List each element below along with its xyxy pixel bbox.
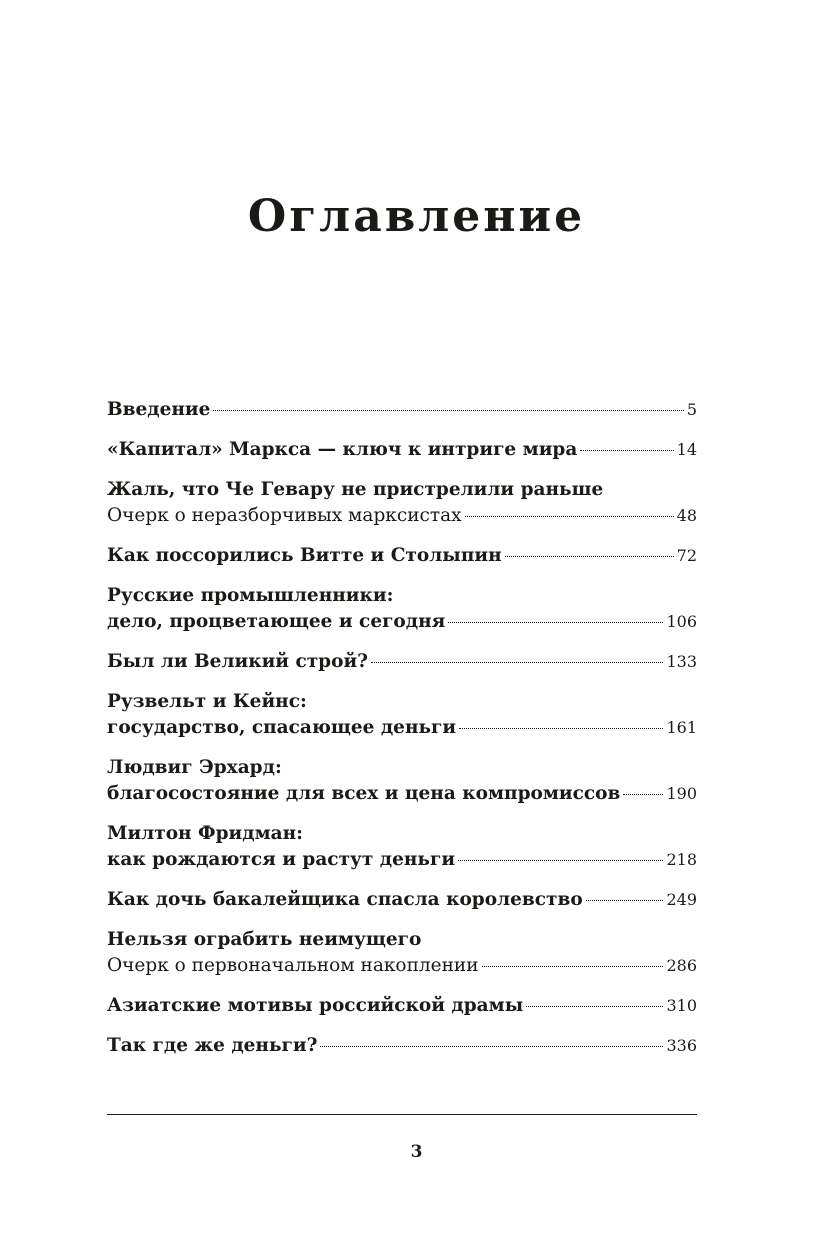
toc-line: [107, 993, 697, 1019]
dot-leader: [465, 516, 674, 517]
dot-leader: [586, 900, 664, 901]
toc-entry-title-continued: дело, процветающее и сегодня: [107, 611, 446, 632]
toc-line: [107, 953, 697, 979]
toc-line: [107, 1033, 697, 1059]
page-title: Оглавление: [247, 191, 586, 242]
toc-entry-title-continued: благосостояние для всех и цена компромиссов: [107, 783, 621, 804]
toc-line: [107, 715, 697, 741]
toc-line: [107, 543, 697, 569]
toc-entry-title: Как поссорились Витте и Столыпин: [107, 545, 502, 566]
toc-line: [107, 609, 697, 635]
toc-entry-subtitle: Очерк о первоначальном накоплении: [107, 955, 479, 976]
toc-entry-industrialists: [107, 583, 697, 635]
toc-entry-title-continued: государство, спасающее деньги: [107, 717, 457, 738]
toc-line: [107, 781, 697, 807]
dot-leader: [448, 622, 663, 623]
dot-leader: [459, 728, 663, 729]
toc-page-number: 72: [676, 546, 697, 565]
toc-page-number: 161: [666, 718, 697, 737]
toc-line: [107, 477, 697, 503]
dot-leader: [213, 410, 683, 411]
toc-entry-che-guevara: [107, 477, 697, 529]
toc-entry-friedman: [107, 821, 697, 873]
page-number: 3: [410, 1142, 423, 1162]
toc-entry-witte-stolypin: [107, 543, 697, 569]
toc-entry-asian-motifs: [107, 993, 697, 1019]
toc-line: [107, 583, 697, 609]
toc-entry-title: Милтон Фридман:: [107, 823, 303, 844]
toc-entry-title: Как дочь бакалейщика спасла королевство: [107, 889, 583, 910]
toc-entry-title: Рузвельт и Кейнс:: [107, 691, 307, 712]
toc-page-number: 190: [666, 784, 697, 803]
toc-entry-subtitle: Очерк о неразборчивых марксистах: [107, 505, 462, 526]
toc-line: [107, 689, 697, 715]
toc-line: [107, 927, 697, 953]
dot-leader: [482, 966, 664, 967]
toc-page-number: 310: [666, 996, 697, 1015]
toc-line: [107, 649, 697, 675]
dot-leader: [320, 1046, 663, 1047]
toc-page-number: 336: [666, 1036, 697, 1055]
toc-entry-great-order: [107, 649, 697, 675]
footer-rule: [107, 1114, 697, 1115]
toc-entry-title: Введение: [107, 399, 211, 420]
toc-line: [107, 755, 697, 781]
toc-entry-introduction: [107, 397, 697, 423]
toc-entry-roosevelt-keynes: [107, 689, 697, 741]
table-of-contents: [107, 397, 697, 1073]
toc-page-number: 286: [666, 956, 697, 975]
toc-entry-grocers-daughter: [107, 887, 697, 913]
toc-page-number: 218: [666, 850, 697, 869]
dot-leader: [580, 450, 673, 451]
toc-page-number: 249: [666, 890, 697, 909]
toc-entry-title: Людвиг Эрхард:: [107, 757, 282, 778]
toc-page-number: 48: [676, 506, 697, 525]
toc-page-number: 14: [676, 440, 697, 459]
toc-entry-title: Так где же деньги?: [107, 1035, 318, 1056]
toc-page-number: 106: [666, 612, 697, 631]
toc-entry-title: Нельзя ограбить неимущего: [107, 929, 422, 950]
dot-leader: [505, 556, 674, 557]
toc-entry-where-money: [107, 1033, 697, 1059]
toc-entry-title: Русские промышленники:: [107, 585, 394, 606]
toc-entry-title: «Капитал» Маркса — ключ к интриге мира: [107, 439, 578, 460]
toc-entry-capital: [107, 437, 697, 463]
toc-entry-erhard: [107, 755, 697, 807]
toc-page-number: 133: [666, 652, 697, 671]
toc-page-number: 5: [686, 400, 697, 419]
dot-leader: [526, 1006, 663, 1007]
toc-entry-title: Азиатские мотивы российской драмы: [107, 995, 524, 1016]
toc-entry-title-continued: как рождаются и растут деньги: [107, 849, 456, 870]
toc-entry-title: Был ли Великий строй?: [107, 651, 369, 672]
toc-line: [107, 887, 697, 913]
toc-line: [107, 397, 697, 423]
toc-entry-cannot-rob: [107, 927, 697, 979]
toc-line: [107, 847, 697, 873]
dot-leader: [623, 794, 663, 795]
toc-entry-title: Жаль, что Че Гевару не пристрелили раньше: [107, 479, 604, 500]
toc-line: [107, 437, 697, 463]
dot-leader: [458, 860, 663, 861]
toc-line: [107, 503, 697, 529]
dot-leader: [371, 662, 663, 663]
toc-line: [107, 821, 697, 847]
